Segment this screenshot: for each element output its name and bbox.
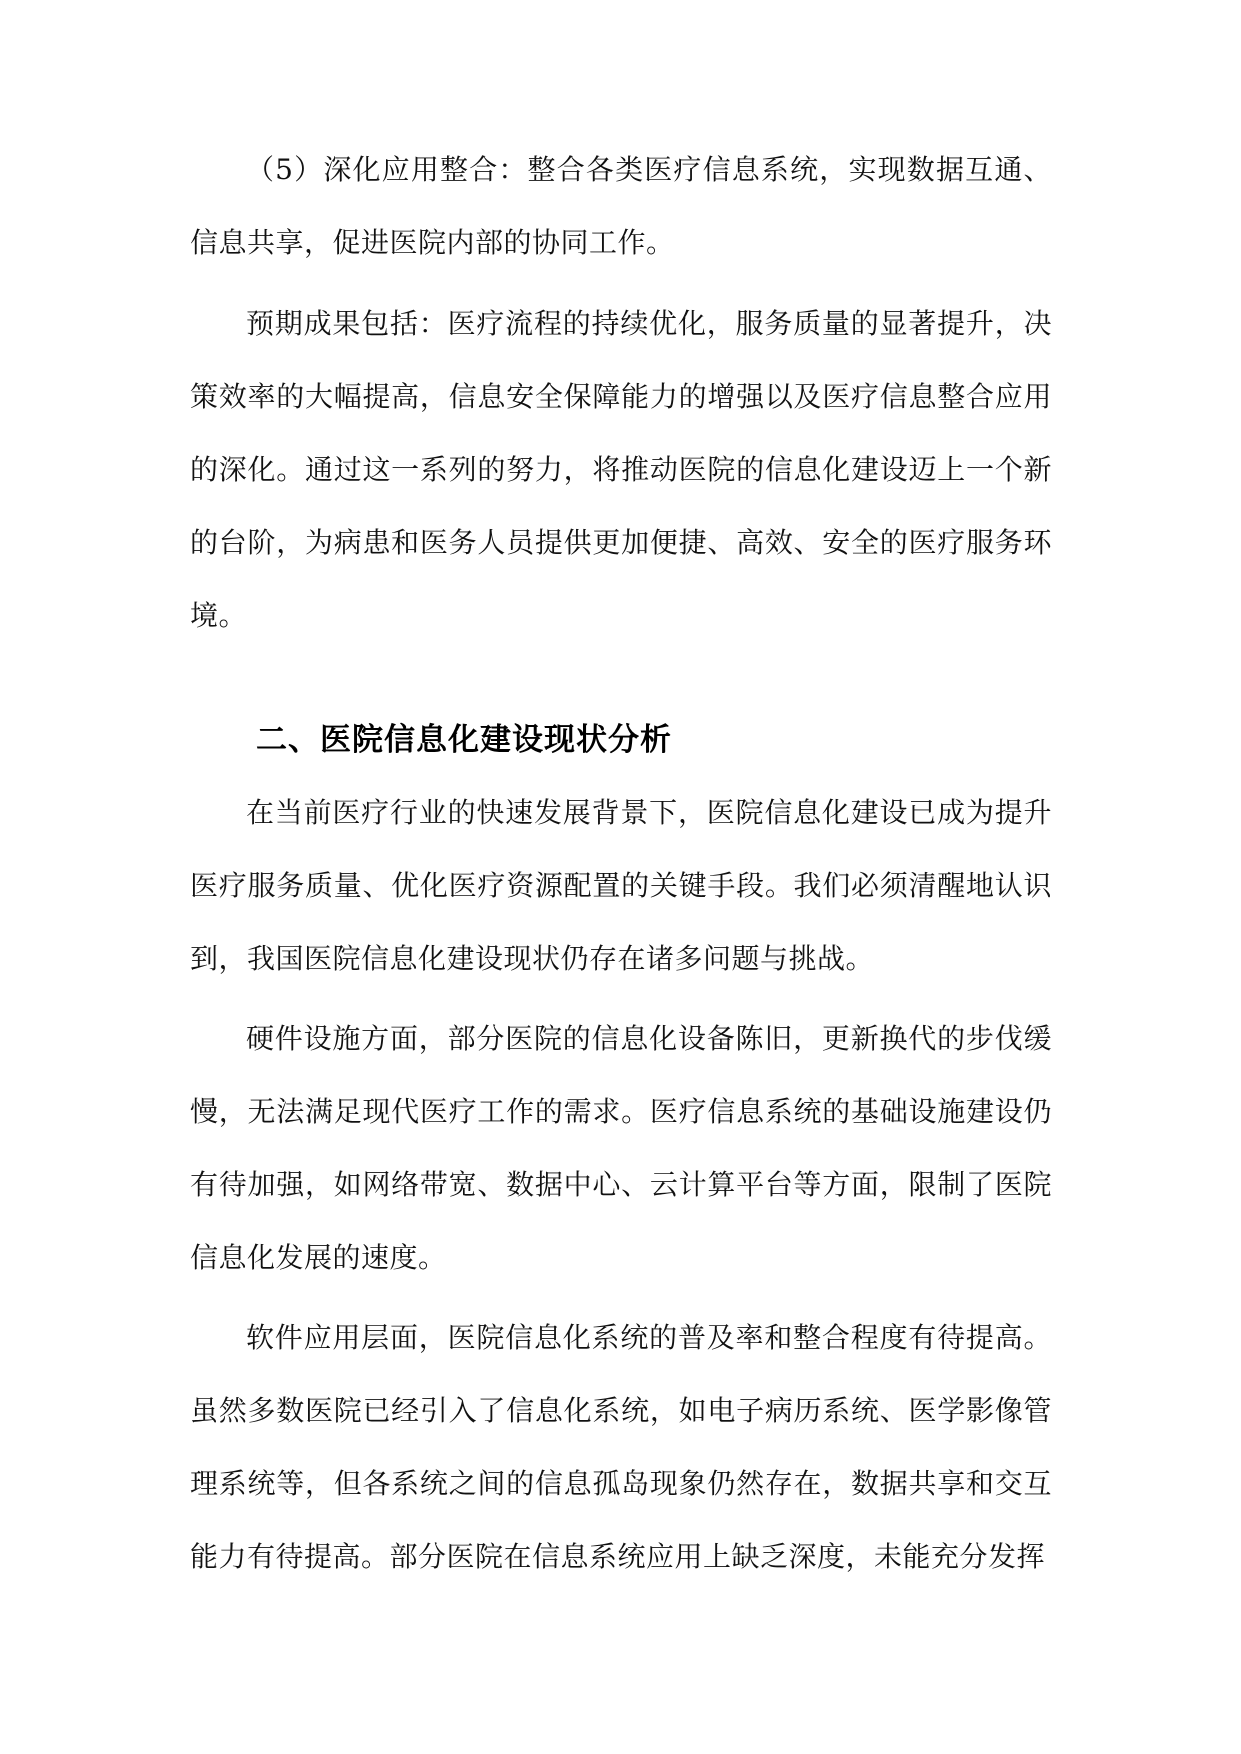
- paragraph-deepen-integration: （5）深化应用整合：整合各类医疗信息系统，实现数据互通、信息共享，促进医院内部的协同工作。: [190, 153, 1052, 259]
- paragraph-current-background: 在当前医疗行业的快速发展背景下，医院信息化建设已成为提升医疗服务质量、优化医疗资源配置的关键手段。我们必须清醒地认识到，我国医院信息化建设现状仍存在诸多问题与挑战。: [190, 796, 1052, 975]
- section-heading: 二、医院信息化建设现状分析: [256, 722, 672, 758]
- paragraph-hardware: 硬件设施方面，部分医院的信息化设备陈旧，更新换代的步伐缓慢，无法满足现代医疗工作的需求。医疗信息系统的基础设施建设仍有待加强，如网络带宽、数据中心、云计算平台等方面，限制了医院信息化发展的速度。: [190, 1022, 1052, 1274]
- paragraph-software: 软件应用层面，医院信息化系统的普及率和整合程度有待提高。虽然多数医院已经引入了信息化系统，如电子病历系统、医学影像管理系统等，但各系统之间的信息孤岛现象仍然存在，数据共享和交互能力有待提高。部分医院在信息系统应用上缺乏深度，未能充分发挥: [190, 1321, 1052, 1573]
- paragraph-expected-results: 预期成果包括：医疗流程的持续优化，服务质量的显著提升，决策效率的大幅提高，信息安全保障能力的增强以及医疗信息整合应用的深化。通过这一系列的努力，将推动医院的信息化建设迈上一个新的台阶，为病患和医务人员提供更加便捷、高效、安全的医疗服务环境。: [190, 307, 1052, 632]
